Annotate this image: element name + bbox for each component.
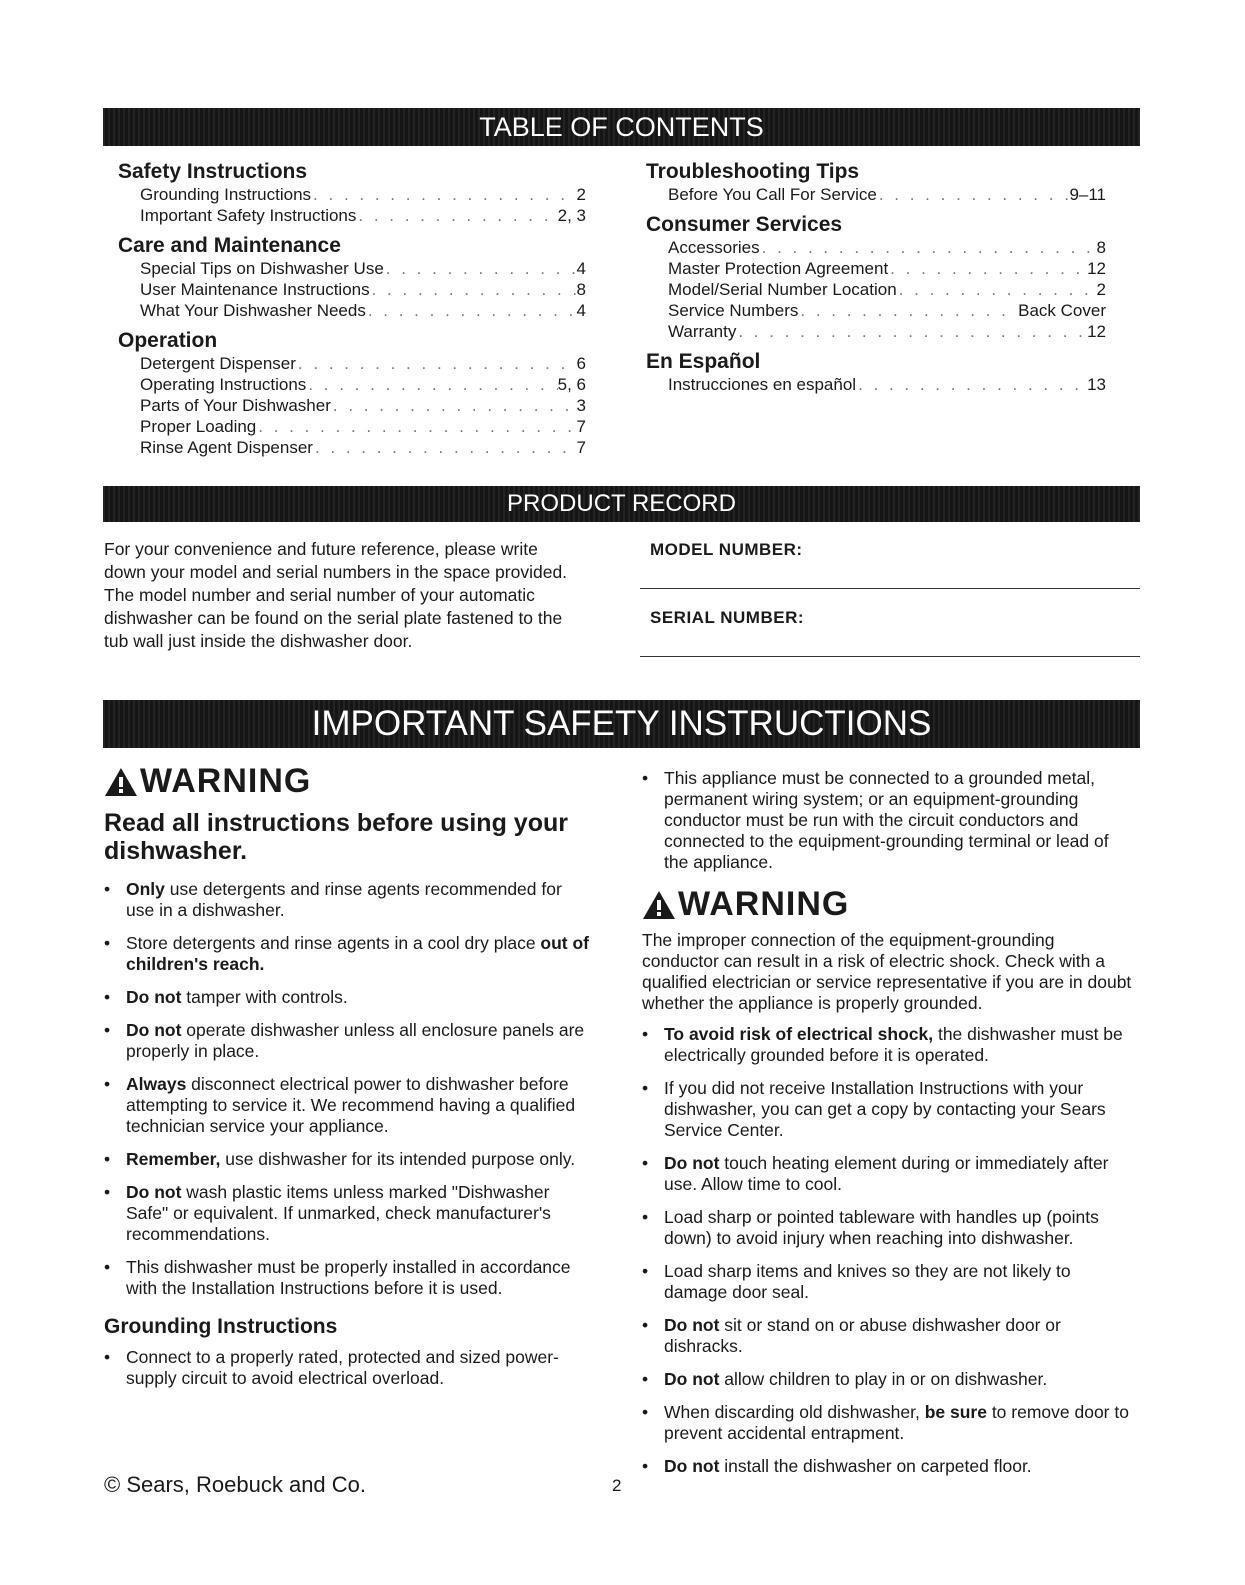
toc-entry-label: Operating Instructions xyxy=(140,375,307,394)
list-item: • Store detergents and rinse agents in a cool dry place out of children's reach. xyxy=(104,933,590,975)
safety-bullet-list xyxy=(104,879,590,1299)
model-number-label: MODEL NUMBER: xyxy=(650,540,803,559)
toc-entry-page: 2 xyxy=(1096,280,1106,299)
model-number-line xyxy=(640,588,1140,589)
toc-section-espanol xyxy=(646,350,1106,395)
toc-entry-page: 5, 6 xyxy=(557,375,586,394)
warning-word: WARNING xyxy=(140,762,312,800)
toc-left-column xyxy=(118,160,586,458)
toc-section-consumer xyxy=(646,213,1106,342)
toc-entry-page: 7 xyxy=(576,438,586,457)
list-item: • Remember, use dishwasher for its intended purpose only. xyxy=(104,1149,590,1170)
toc-entry-label: Instrucciones en español xyxy=(668,375,857,394)
toc-entry xyxy=(668,321,1106,342)
toc-entry-label: Service Numbers xyxy=(668,301,799,320)
list-item: • Load sharp items and knives so they are not likely to damage door seal. xyxy=(642,1261,1136,1303)
toc-entry-page: 9–11 xyxy=(1069,185,1106,204)
toc-entry-label: What Your Dishwasher Needs xyxy=(140,301,366,320)
toc-entry-page: 12 xyxy=(1087,259,1106,278)
toc-entry-label: Important Safety Instructions xyxy=(140,206,357,225)
toc-heading: Care and Maintenance xyxy=(118,234,341,257)
toc-entry xyxy=(140,353,586,374)
list-item: • Do not operate dishwasher unless all enclosure panels are properly in place. xyxy=(104,1020,590,1062)
toc-entry xyxy=(140,374,586,395)
list-item: • Connect to a properly rated, protected and sized power-supply circuit to avoid electrical overload. xyxy=(104,1347,590,1389)
warning-word: WARNING xyxy=(678,885,850,923)
warning-triangle-icon xyxy=(104,767,138,797)
toc-entry xyxy=(140,437,586,458)
toc-entry xyxy=(140,395,586,416)
list-item: • When discarding old dishwasher, be sure to remove door to prevent accidental entrapment. xyxy=(642,1402,1136,1444)
toc-heading: En Español xyxy=(646,350,761,373)
toc-entry-label: Master Protection Agreement xyxy=(668,259,889,278)
warning-text: The improper connection of the equipment-grounding conductor can result in a risk of electric shock. Check with a qualified electrician or service representative if you are in doubt whether the appliance is properly grounded. xyxy=(642,930,1132,1013)
list-item: • Do not sit or stand on or abuse dishwasher door or dishracks. xyxy=(642,1315,1136,1357)
toc-entry xyxy=(140,416,586,437)
safety-right-column xyxy=(642,768,1136,1477)
warning-triangle-icon xyxy=(642,890,676,920)
toc-entry xyxy=(668,258,1106,279)
page-number: 2 xyxy=(612,1476,622,1495)
toc-entry-page: 7 xyxy=(576,417,586,436)
toc-entry-page: 2 xyxy=(576,185,586,204)
toc-entry-label: Grounding Instructions xyxy=(140,185,312,204)
toc-entry xyxy=(140,300,586,321)
warning-heading-2 xyxy=(642,885,1136,924)
toc-section-safety xyxy=(118,160,586,226)
toc-entry xyxy=(668,279,1106,300)
toc-entry-page: Back Cover xyxy=(1018,301,1106,320)
toc-entry-page: 8 xyxy=(576,280,586,299)
toc-entry xyxy=(668,237,1106,258)
toc-section-troubleshooting xyxy=(646,160,1106,205)
read-all-heading: Read all instructions before using your dishwasher. xyxy=(104,809,568,865)
toc-entry-label: Warranty xyxy=(668,322,737,341)
toc-entry-page: 2, 3 xyxy=(557,206,586,225)
toc-banner xyxy=(103,108,1140,146)
toc-entry-label: Detergent Dispenser xyxy=(140,354,296,373)
safety-banner xyxy=(103,700,1140,748)
toc-entry-page: 12 xyxy=(1087,322,1106,341)
toc-entry-label: Rinse Agent Dispenser xyxy=(140,438,313,457)
toc-entry xyxy=(668,374,1106,395)
product-record-banner xyxy=(103,486,1140,522)
toc-heading: Safety Instructions xyxy=(118,160,308,183)
toc-entry-page: 13 xyxy=(1087,375,1106,394)
toc-entry-label: Proper Loading xyxy=(140,417,257,436)
list-item: • Do not allow children to play in or on dishwasher. xyxy=(642,1369,1136,1390)
list-item: • Only use detergents and rinse agents recommended for use in a dishwasher. xyxy=(104,879,590,921)
list-item: • Do not touch heating element during or immediately after use. Allow time to cool. xyxy=(642,1153,1136,1195)
toc-entry-page: 4 xyxy=(576,301,586,320)
toc-entry-page: 4 xyxy=(576,259,586,278)
toc-entry xyxy=(140,258,586,279)
toc-entry-label: Parts of Your Dishwasher xyxy=(140,396,331,415)
toc-entry-page: 6 xyxy=(576,354,586,373)
list-item: • To avoid risk of electrical shock, the dishwasher must be electrically grounded before it is operated. xyxy=(642,1024,1136,1066)
list-item: • Do not wash plastic items unless marked "Dishwasher Safe" or equivalent. If unmarked, check manufacturer's recommendations. xyxy=(104,1182,590,1245)
list-item: • Do not tamper with controls. xyxy=(104,987,590,1008)
toc-entry-label: Before You Call For Service xyxy=(668,185,877,204)
toc-section-operation xyxy=(118,329,586,458)
list-item: • Always disconnect electrical power to dishwasher before attempting to service it. We recommend having a qualified technician service your appliance. xyxy=(104,1074,590,1137)
toc-entry-label: Accessories xyxy=(668,238,760,257)
list-item: • Load sharp or pointed tableware with handles up (points down) to avoid injury when reaching into dishwasher. xyxy=(642,1207,1136,1249)
product-record-text: For your convenience and future reference, please write down your model and serial numbers in the space provided. The model number and serial number of your automatic dishwasher can be found on the serial plate fastened to the tub wall just inside the dishwasher door. xyxy=(104,539,568,651)
serial-number-label: SERIAL NUMBER: xyxy=(650,608,805,627)
grounding-heading: Grounding Instructions xyxy=(104,1315,338,1338)
toc-entry-label: Special Tips on Dishwasher Use xyxy=(140,259,384,278)
toc-entry-page: 3 xyxy=(576,396,586,415)
toc-section-care xyxy=(118,234,586,321)
toc-entry xyxy=(140,205,586,226)
safety-banner-title: IMPORTANT SAFETY INSTRUCTIONS xyxy=(311,704,932,743)
safety-left-column xyxy=(104,762,590,1389)
grounding-bullet-top xyxy=(642,768,1136,873)
list-item: • If you did not receive Installation Instructions with your dishwasher, you can get a copy by contacting your Sears Service Center. xyxy=(642,1078,1136,1141)
copyright: © Sears, Roebuck and Co. xyxy=(104,1472,367,1497)
grounding-bullet-list xyxy=(104,1347,590,1389)
toc-heading: Operation xyxy=(118,329,218,352)
toc-entry-label: Model/Serial Number Location xyxy=(668,280,897,299)
toc-heading: Consumer Services xyxy=(646,213,843,236)
toc-entry xyxy=(668,184,1106,205)
list-item: • This appliance must be connected to a grounded metal, permanent wiring system; or an equipment-grounding conductor must be run with the circuit conductors and connected to the equipment-grounding terminal or lead of the appliance. xyxy=(642,768,1136,873)
toc-right-column xyxy=(646,160,1106,395)
serial-number-line xyxy=(640,656,1140,657)
toc-entry xyxy=(140,184,586,205)
toc-banner-title: TABLE OF CONTENTS xyxy=(479,111,764,142)
safety-right-bullet-list xyxy=(642,1024,1136,1477)
warning-heading xyxy=(104,762,590,801)
product-record-title: PRODUCT RECORD xyxy=(507,490,736,517)
toc-entry-page: 8 xyxy=(1096,238,1106,257)
toc-entry xyxy=(668,300,1106,321)
toc-heading: Troubleshooting Tips xyxy=(646,160,860,183)
toc-entry-label: User Maintenance Instructions xyxy=(140,280,370,299)
list-item: • Do not install the dishwasher on carpeted floor. xyxy=(642,1456,1136,1477)
toc-entry xyxy=(140,279,586,300)
list-item: • This dishwasher must be properly installed in accordance with the Installation Instructions before it is used. xyxy=(104,1257,590,1299)
